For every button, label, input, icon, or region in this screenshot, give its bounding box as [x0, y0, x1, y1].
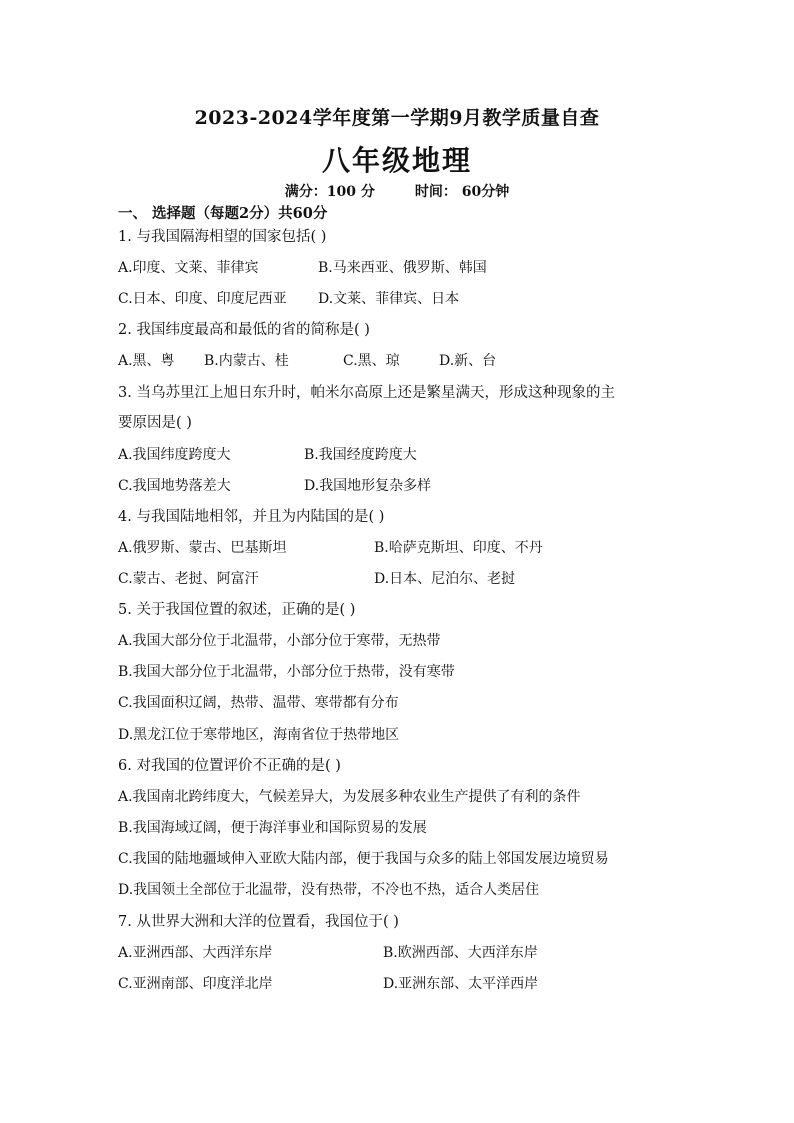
exam-title: 2023-2024学年度第一学期9月教学质量自查: [194, 107, 600, 129]
question-3-option-a: A.我国纬度跨度大: [118, 447, 231, 463]
question-4-option-b: B.哈萨克斯坦、印度、不丹: [374, 540, 543, 556]
question-4-option-c: C.蒙古、老挝、阿富汗: [118, 571, 259, 587]
question-4-stem: 4. 与我国陆地相邻，并且为内陆国的是( ): [118, 509, 385, 525]
question-5-option-b: B.我国大部分位于北温带，小部分位于热带，没有寒带: [118, 664, 455, 680]
question-2-option-a: A.黑、粤: [118, 353, 175, 369]
question-1-option-a: A.印度、文莱、菲律宾: [118, 260, 259, 276]
question-1-option-d: D.文莱、菲律宾、日本: [318, 291, 460, 307]
question-3-option-d: D.我国地形复杂多样: [304, 478, 432, 494]
question-6-stem: 6. 对我国的位置评价不正确的是( ): [118, 758, 341, 774]
question-7-stem: 7. 从世界大洲和大洋的位置看，我国位于( ): [118, 914, 399, 930]
question-7-option-a: A.亚洲西部、大西洋东岸: [118, 945, 273, 961]
question-2-stem: 2. 我国纬度最高和最低的省的简称是( ): [118, 322, 370, 338]
question-1-stem: 1. 与我国隔海相望的国家包括( ): [118, 229, 327, 245]
question-3-option-c: C.我国地势落差大: [118, 478, 231, 494]
question-1-option-b: B.马来西亚、俄罗斯、韩国: [318, 260, 487, 276]
question-6-option-a: A.我国南北跨纬度大，气候差异大，为发展多种农业生产提供了有利的条件: [118, 789, 581, 805]
question-5-option-a: A.我国大部分位于北温带，小部分位于寒带，无热带: [118, 633, 441, 649]
question-3-stem-line-1: 3. 当乌苏里江上旭日东升时，帕米尔高原上还是繁星满天，形成这种现象的主: [118, 385, 615, 401]
question-2-option-d: D.新、台: [439, 353, 497, 369]
exam-time: 时间： 60分钟: [414, 184, 510, 200]
question-5-option-d: D.黑龙江位于寒带地区，海南省位于热带地区: [118, 727, 400, 743]
question-2-option-c: C.黑、琼: [343, 353, 400, 369]
question-7-option-b: B.欧洲西部、大西洋东岸: [383, 945, 538, 961]
question-6-option-b: B.我国海域辽阔，便于海洋事业和国际贸易的发展: [118, 820, 427, 836]
exam-subject: 八年级地理: [321, 144, 472, 177]
exam-meta: [0, 181, 794, 201]
full-score: 满分：100 分: [284, 184, 375, 200]
question-4-option-d: D.日本、尼泊尔、老挝: [374, 571, 516, 587]
question-7-option-c: C.亚洲南部、印度洋北岸: [118, 976, 273, 992]
question-6-option-c: C.我国的陆地疆域伸入亚欧大陆内部，便于我国与众多的陆上邻国发展边境贸易: [118, 851, 609, 867]
question-7-option-d: D.亚洲东部、太平洋西岸: [383, 976, 539, 992]
question-1-option-c: C.日本、印度、印度尼西亚: [118, 291, 287, 307]
question-5-option-c: C.我国面积辽阔，热带、温带、寒带都有分布: [118, 695, 399, 711]
section-heading: 一、 选择题（每题2分）共60分: [118, 205, 328, 222]
question-6-option-d: D.我国领土全部位于北温带，没有热带，不冷也不热，适合人类居住: [118, 882, 540, 898]
question-5-stem: 5. 关于我国位置的叙述，正确的是( ): [118, 602, 356, 618]
question-4-option-a: A.俄罗斯、蒙古、巴基斯坦: [118, 540, 287, 556]
question-3-option-b: B.我国经度跨度大: [304, 447, 417, 463]
question-2-option-b: B.内蒙古、桂: [204, 353, 289, 369]
question-3-stem-line-2: 要原因是( ): [118, 415, 192, 431]
